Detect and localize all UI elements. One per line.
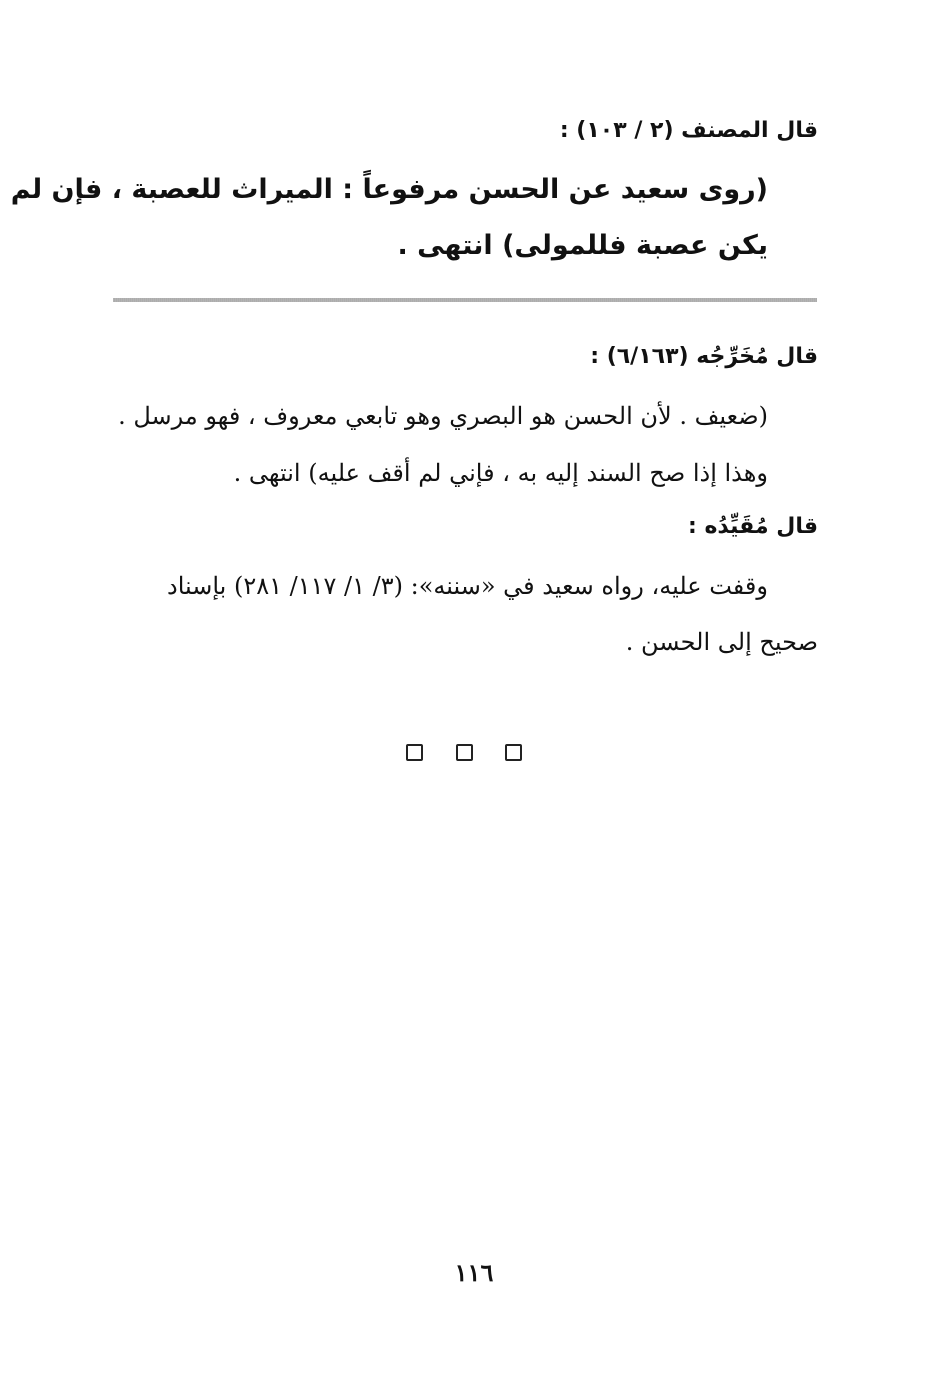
- section3-heading: قال مُقَيِّدُه :: [687, 514, 818, 539]
- section1-heading: قال المصنف (٢ / ١٠٣) :: [559, 118, 818, 143]
- quote-line-2: يكن عصبة فللمولى) انتهى .: [397, 230, 768, 261]
- square-ornament-icon: [456, 744, 473, 761]
- square-ornament-icon: [505, 744, 522, 761]
- section2-heading: قال مُخَرِّجُه (٦/١٦٣) :: [590, 344, 818, 369]
- horizontal-divider: [113, 298, 817, 302]
- page-number: ١١٦: [454, 1258, 494, 1287]
- square-ornament-icon: [406, 744, 423, 761]
- section3-line-2: صحيح إلى الحسن .: [625, 628, 818, 656]
- section2-line-2: وهذا إذا صح السند إليه به ، فإني لم أقف عليه) انتهى .: [233, 459, 768, 487]
- quote-line-1: (روى سعيد عن الحسن مرفوعاً : الميراث للعصبة ، فإن لم: [10, 174, 768, 205]
- section3-line-1: وقفت عليه، رواه سعيد في «سننه»: (٣/ ١/ ١١٧/ ٢٨١) بإسناد: [167, 572, 768, 600]
- section-separator: [406, 744, 522, 762]
- section2-line-1: (ضعيف . لأن الحسن هو البصري وهو تابعي معروف ، فهو مرسل .: [118, 402, 768, 430]
